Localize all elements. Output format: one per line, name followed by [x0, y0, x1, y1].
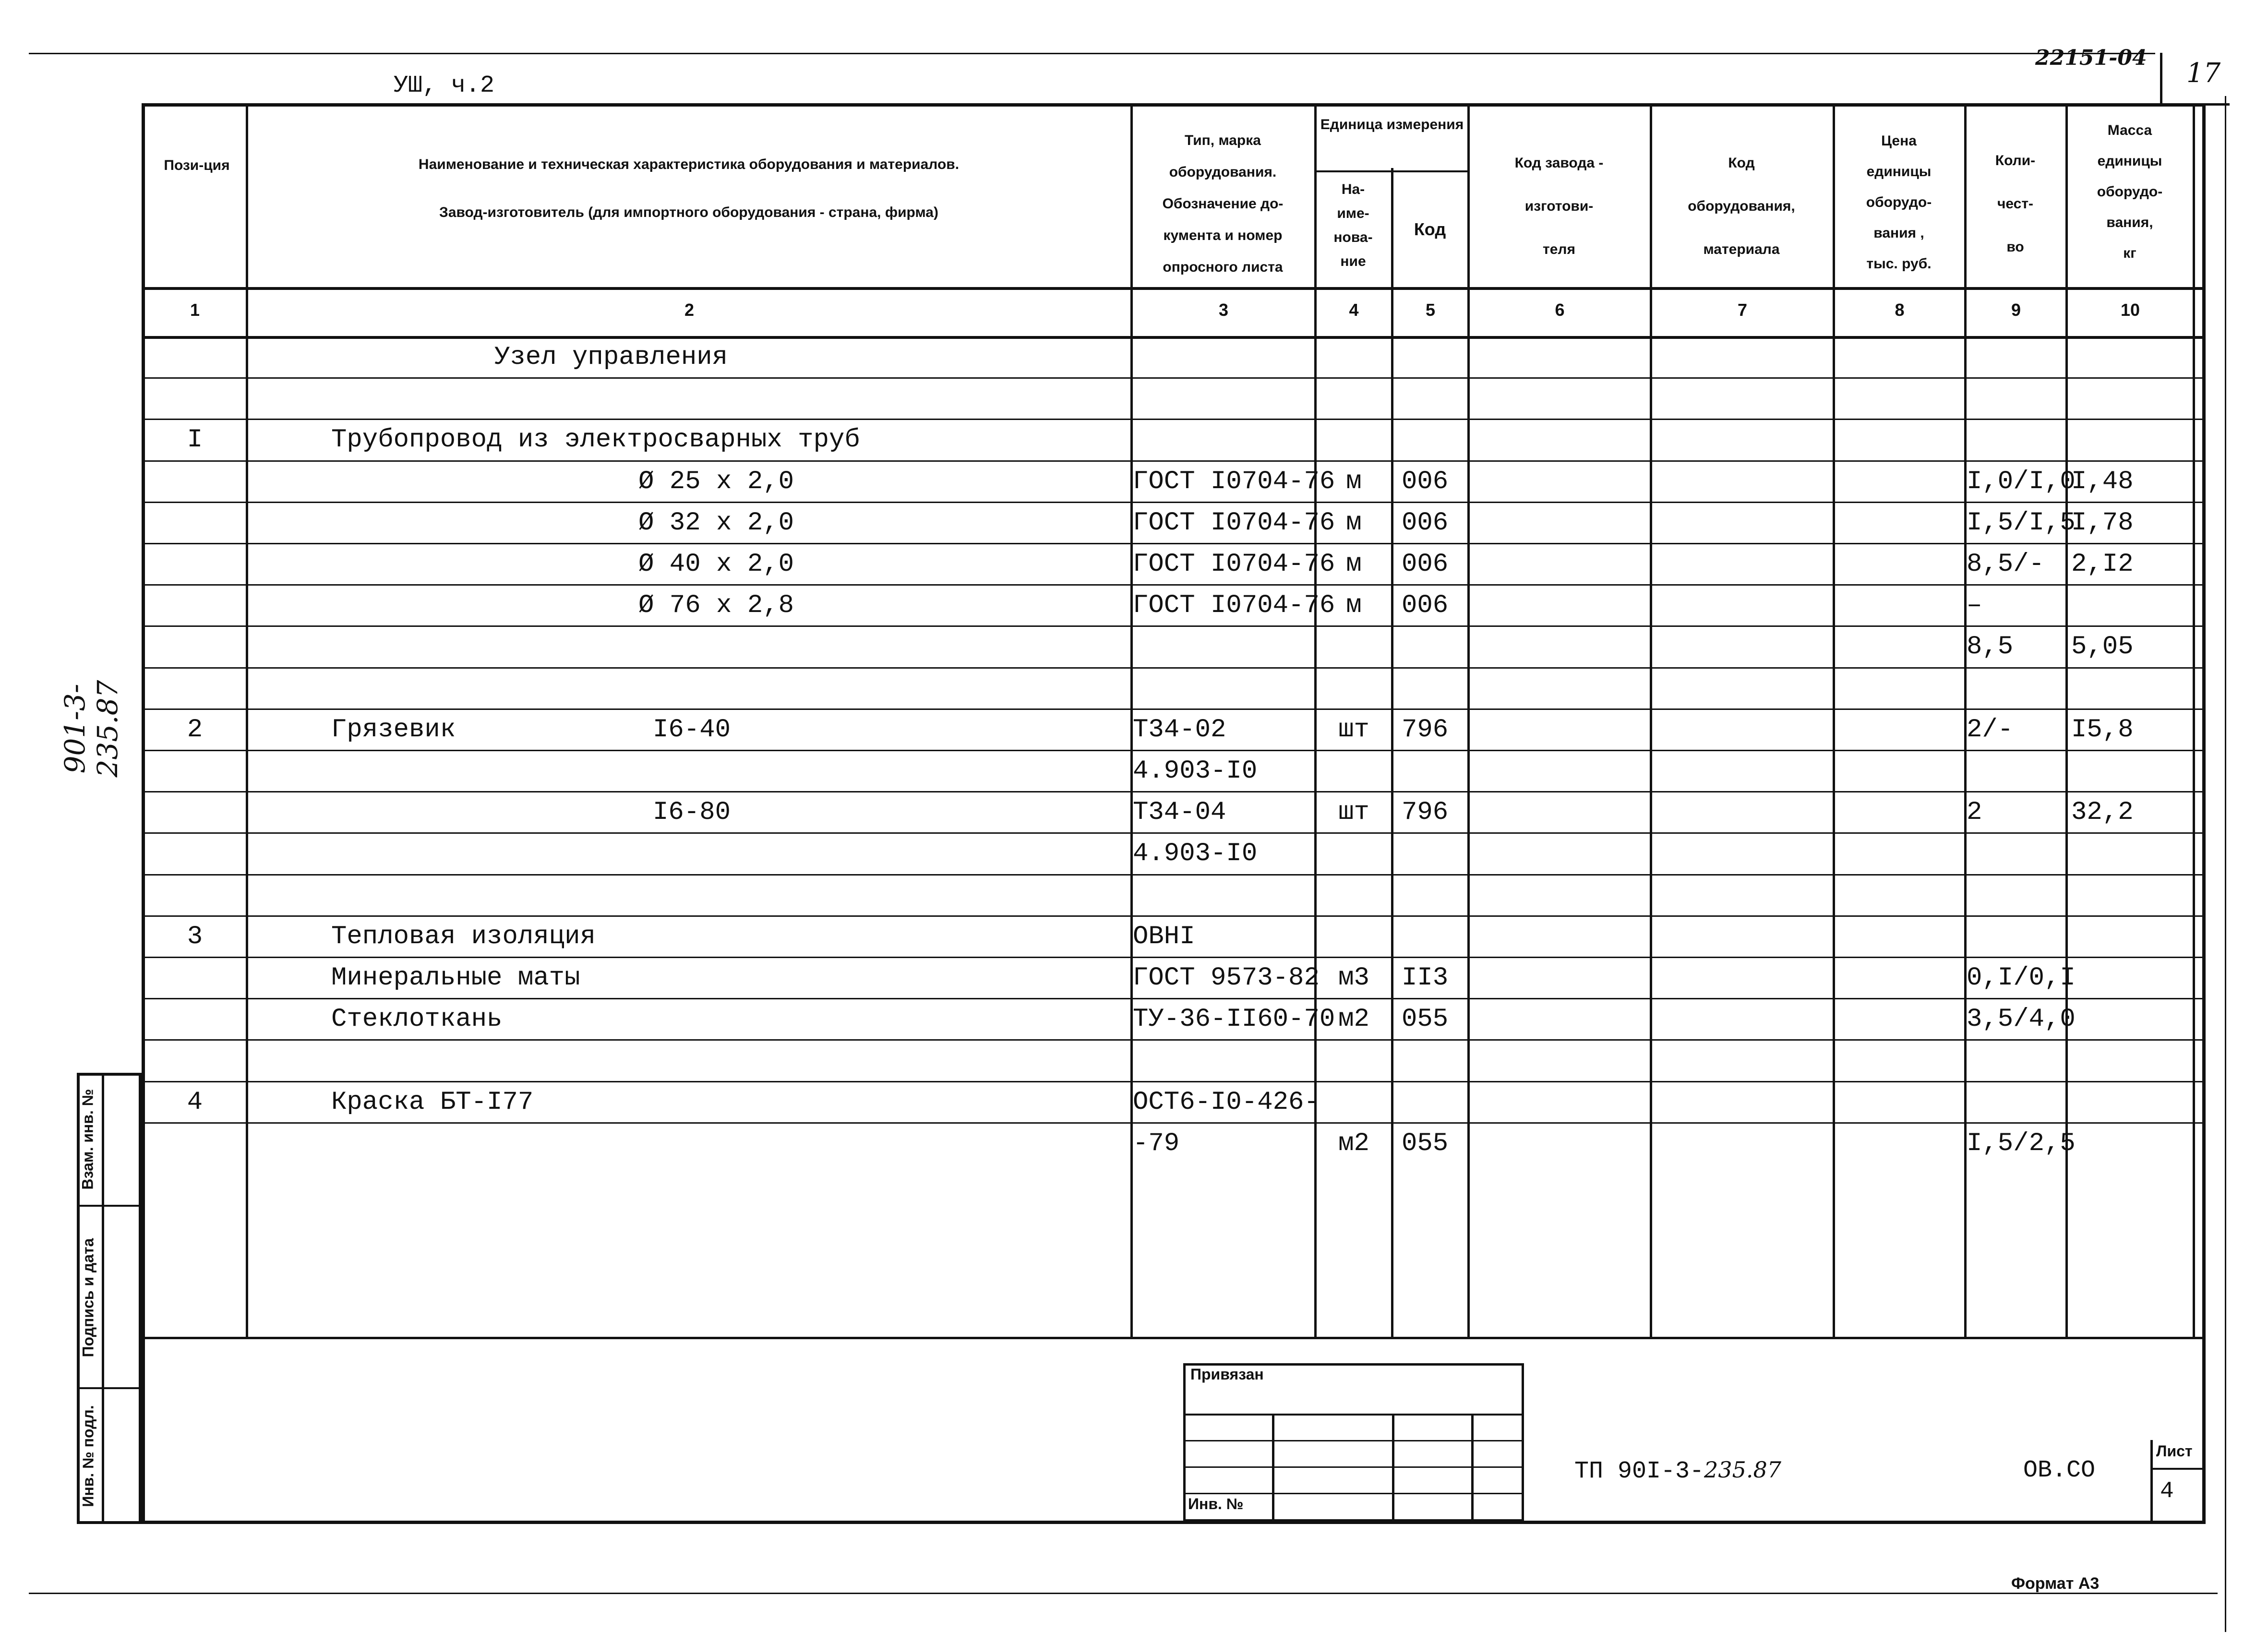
cell-doc: ГОСТ 9573-82	[1133, 963, 1320, 993]
cell-mass: I,78	[2071, 508, 2134, 538]
cell-unit: м3	[1338, 963, 1369, 993]
col-number: 10	[2120, 300, 2140, 320]
cell-code: 006	[1402, 550, 1449, 579]
header-bottom-line	[142, 287, 2206, 290]
col-number: 6	[1555, 300, 1565, 320]
row-divider	[142, 502, 2206, 503]
header-price-line: единицы	[1866, 164, 1932, 180]
cell-pos: 3	[187, 922, 203, 951]
cell-qty: I,5/2,5	[1967, 1128, 2076, 1158]
table-body-bottom	[142, 1337, 2206, 1339]
cell-mass: 5,05	[2071, 632, 2134, 662]
row-divider	[142, 874, 2206, 876]
cell-mass: 2,I2	[2071, 550, 2134, 579]
document-code	[1574, 1457, 1781, 1485]
cell-doc: ГОСТ I0704-76	[1133, 591, 1335, 621]
cell-doc: ГОСТ I0704-76	[1133, 467, 1335, 496]
attached-label: Привязан	[1190, 1366, 1264, 1383]
cell-doc: ГОСТ I0704-76	[1133, 508, 1335, 538]
col-number: 4	[1349, 300, 1359, 320]
cell-qty: –	[1967, 591, 1982, 621]
row-divider	[142, 1081, 2206, 1082]
row-divider	[142, 625, 2206, 627]
header-type-line: кумента и номер	[1163, 228, 1283, 243]
side-stamp-divider	[102, 1073, 104, 1524]
cell-name: Тепловая изоляция	[331, 922, 596, 951]
cell-name: Ø 40 x 2,0	[638, 550, 794, 579]
cell-mass: 32,2	[2071, 798, 2134, 828]
cell-qty: 8,5	[1967, 632, 2014, 662]
cell-name: Грязевик	[331, 715, 456, 744]
header-mass	[2068, 115, 2192, 269]
header-mass-line: кг	[2123, 245, 2136, 261]
row-divider	[142, 667, 2206, 669]
header-price-line: тыс. руб.	[1866, 256, 1932, 272]
header-name-line2: Завод-изготовитель (для импортного оборудования - страна, фирма)	[439, 204, 938, 220]
document-code-prefix: ТП 90I-3-	[1574, 1458, 1704, 1485]
cell-name: Узел управления	[494, 343, 728, 372]
row-divider	[142, 377, 2206, 379]
cell-qty: 2	[1967, 798, 1982, 828]
header-equip-line: оборудования,	[1688, 198, 1795, 214]
row-divider	[142, 750, 2206, 751]
cell-unit: м	[1346, 591, 1362, 621]
cell-code: 006	[1402, 591, 1449, 621]
cell-code: 796	[1402, 798, 1449, 828]
right-border-line	[2225, 96, 2226, 1632]
corner-box	[2160, 53, 2230, 106]
cell-code: II3	[1402, 963, 1449, 993]
row-divider	[142, 419, 2206, 420]
cell-doc: ГОСТ I0704-76	[1133, 550, 1335, 579]
header-price-line: Цена	[1881, 133, 1917, 149]
row-divider	[142, 584, 2206, 586]
header-maker-line: изготови-	[1524, 198, 1594, 214]
col-number: 1	[190, 300, 200, 320]
document-mark: ОВ.СО	[2023, 1457, 2096, 1484]
cell-mass: I5,8	[2071, 715, 2134, 744]
header-unit-name	[1317, 178, 1390, 274]
cell-doc: Т34-02	[1133, 715, 1226, 744]
side-orig-inv: Инв. № подл.	[79, 1405, 97, 1507]
cell-code: 055	[1402, 1005, 1449, 1034]
cell-unit: шт	[1338, 715, 1369, 744]
header-type-line: Обозначение до-	[1162, 196, 1284, 212]
cell-name: Краска БТ-I77	[331, 1087, 534, 1117]
attached-col	[1471, 1414, 1474, 1522]
cell-unit: м	[1346, 467, 1362, 496]
attached-col	[1272, 1414, 1274, 1522]
header-unit-line: име-	[1337, 205, 1369, 221]
cell-unit: шт	[1338, 798, 1369, 828]
row-divider	[142, 708, 2206, 710]
header-type-col	[1133, 125, 1313, 283]
header-price-line: оборудо-	[1866, 194, 1932, 210]
page-corner-number: 17	[2186, 58, 2221, 89]
cell-qty: 0,I/0,I	[1967, 963, 2076, 993]
header-type-line: опросного листа	[1163, 259, 1283, 275]
col-number: 2	[684, 300, 695, 320]
row-divider	[142, 915, 2206, 917]
header-quantity	[1967, 139, 2064, 269]
header-mass-line: Масса	[2107, 122, 2152, 138]
cell-unit: м2	[1338, 1128, 1369, 1158]
cell-qty: 3,5/4,0	[1967, 1005, 2076, 1034]
cell-pos: 4	[187, 1087, 203, 1117]
cell-doc: ОВНI	[1133, 922, 1195, 951]
sheet-number: 4	[2160, 1478, 2174, 1504]
row-divider	[142, 1122, 2206, 1124]
sheet-label: Лист	[2156, 1442, 2193, 1460]
cell-code: 006	[1402, 508, 1449, 538]
header-type-line: Тип, марка	[1185, 132, 1261, 148]
cell-unit: м2	[1338, 1005, 1369, 1034]
cell-doc: 4.903-I0	[1133, 756, 1258, 786]
side-document-code: 901-3-235.87	[59, 680, 124, 778]
cell-doc: ТУ-36-II60-70	[1133, 1005, 1335, 1034]
cell-name: Минеральные маты	[331, 963, 580, 993]
cell-name: I6-40	[653, 715, 731, 744]
side-replace-inv: Взам. инв. №	[79, 1089, 96, 1190]
col-number: 8	[1895, 300, 1905, 320]
cell-doc: Т34-04	[1133, 798, 1226, 828]
cell-mass: I,48	[2071, 467, 2134, 496]
header-mass-line: единицы	[2097, 153, 2162, 169]
cell-doc: -79	[1133, 1128, 1180, 1158]
cell-code: 006	[1402, 467, 1449, 496]
header-price-line: вания ,	[1873, 225, 1924, 241]
row-divider	[142, 791, 2206, 792]
row-divider	[142, 998, 2206, 999]
header-unit-line: нова-	[1333, 229, 1373, 245]
header-unit-code: Код	[1414, 219, 1446, 239]
header-unit-group: Единица измерения	[1320, 117, 1464, 132]
col-number: 5	[1425, 300, 1436, 320]
cell-qty: 8,5/-	[1967, 550, 2045, 579]
header-equip-line: материала	[1703, 241, 1780, 257]
header-maker-code	[1470, 142, 1648, 271]
col-number: 7	[1737, 300, 1748, 320]
cell-name: Ø 76 x 2,8	[638, 591, 794, 621]
cell-unit: м	[1346, 550, 1362, 579]
top-border-line	[29, 53, 2155, 54]
cell-unit: м	[1346, 508, 1362, 538]
cell-pos: 2	[187, 715, 203, 744]
sheet-box-divider	[2150, 1468, 2206, 1470]
header-quantity-line: чест-	[1997, 196, 2034, 212]
cell-code: 796	[1402, 715, 1449, 744]
cell-qty: 2/-	[1967, 715, 2014, 744]
header-equip-line: Код	[1728, 155, 1755, 171]
row-divider	[142, 1039, 2206, 1041]
document-code-suffix: 235.87	[1704, 1457, 1782, 1483]
row-divider	[142, 460, 2206, 462]
row-divider	[142, 543, 2206, 544]
header-type-line: оборудования.	[1169, 164, 1277, 180]
header-mass-line: оборудо-	[2097, 184, 2163, 200]
header-name-line1: Наименование и техническая характеристика оборудования и материалов.	[418, 156, 960, 172]
cell-name: Ø 25 x 2,0	[638, 467, 794, 496]
bottom-border-line	[29, 1593, 2218, 1594]
top-code: 22151-04	[2035, 46, 2147, 70]
cell-pos: I	[187, 425, 203, 455]
row-divider	[142, 957, 2206, 958]
header-position: Пози-ция	[164, 157, 230, 173]
volume-label: УШ, ч.2	[394, 72, 495, 99]
cell-doc: ОСТ6-I0-426-	[1133, 1087, 1320, 1117]
header-unit-line: ние	[1340, 253, 1366, 269]
header-quantity-line: Коли-	[1995, 153, 2036, 168]
numbers-bottom-line	[142, 336, 2206, 339]
cell-doc: 4.903-I0	[1133, 839, 1258, 869]
col-number: 3	[1218, 300, 1229, 320]
unit-group-divider	[1314, 170, 1468, 172]
cell-name: Ø 32 x 2,0	[638, 508, 794, 538]
cell-name: Стеклоткань	[331, 1005, 503, 1034]
cell-qty: I,5/I,5	[1967, 508, 2076, 538]
inv-number-label: Инв. №	[1188, 1495, 1244, 1512]
cell-qty: I,0/I,0	[1967, 467, 2076, 496]
cell-name: Трубопровод из электросварных труб	[331, 425, 860, 455]
header-maker-line: теля	[1543, 241, 1575, 257]
header-quantity-line: во	[2006, 239, 2024, 255]
col-number: 9	[2011, 300, 2021, 320]
header-unit-line: На-	[1341, 181, 1365, 197]
format-label: Формат А3	[2011, 1574, 2100, 1593]
side-sign-date: Подпись и дата	[79, 1238, 97, 1357]
header-mass-line: вания,	[2106, 215, 2153, 230]
header-price	[1835, 126, 1963, 279]
row-divider	[142, 832, 2206, 834]
header-maker-line: Код завода -	[1514, 155, 1604, 171]
attached-col	[1392, 1414, 1394, 1522]
cell-name: I6-80	[653, 798, 731, 828]
col-line	[1391, 168, 1393, 1337]
header-equip-code	[1652, 142, 1831, 271]
cell-code: 055	[1402, 1128, 1449, 1158]
